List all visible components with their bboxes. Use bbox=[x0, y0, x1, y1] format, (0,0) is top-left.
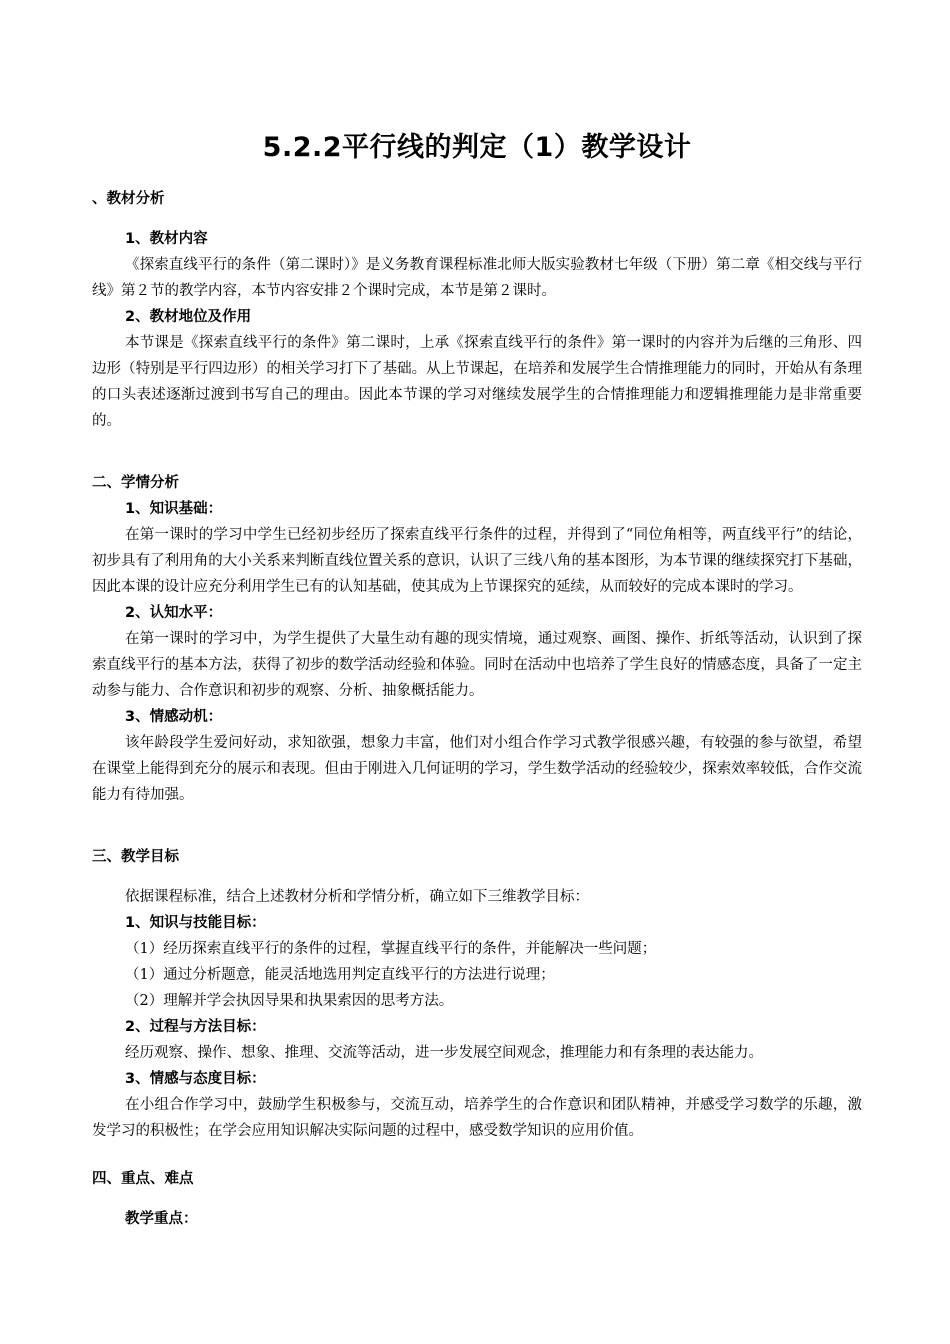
list-item-goal-1: （1）经历探索直线平行的条件的过程，掌握直线平行的条件，并能解决一些问题； bbox=[125, 941, 657, 957]
section-heading-teaching-goals: 三、教学目标 bbox=[92, 849, 179, 865]
subheading-teaching-focus: 教学重点： bbox=[125, 1211, 198, 1227]
subheading-process-methods: 2、过程与方法目标： bbox=[125, 1019, 266, 1035]
paragraph-emotion-attitude: 在小组合作学习中，鼓励学生积极参与，交流互动，培养学生的合作意识和团队精神，并感受学习数学的乐趣，激发学习的积极性；在学会应用知识解决实际问题的过程中，感受数学知识的应用价值。 bbox=[92, 1097, 862, 1139]
section-heading-student-analysis: 二、学情分析 bbox=[92, 475, 179, 491]
list-item-goal-2: （1）通过分析题意，能灵活地选用判定直线平行的方法进行说理； bbox=[125, 967, 555, 983]
section-heading-key-points: 四、重点、难点 bbox=[92, 1171, 194, 1187]
paragraph-process-methods: 经历观察、操作、想象、推理、交流等活动，进一步发展空间观念，推理能力和有条理的表达能力。 bbox=[125, 1045, 763, 1061]
paragraph-textbook-content: 《探索直线平行的条件（第二课时）》是义务教育课程标准北师大版实验教材七年级（下册）第二章《相交线与平行线》第２节的教学内容，本节内容安排２个课时完成，本节是第２课时。 bbox=[92, 257, 862, 299]
list-item-goal-3: （2）理解并学会执因导果和执果索因的思考方法。 bbox=[125, 993, 454, 1009]
document-title: 5.2.2平行线的判定（1）教学设计 bbox=[262, 132, 692, 163]
paragraph-cognitive-level: 在第一课时的学习中，为学生提供了大量生动有趣的现实情境，通过观察、画图、操作、折纸等活动，认识到了探索直线平行的基本方法，获得了初步的数学活动经验和体验。同时在活动中也培养了学生良好的情感态度，具备了一定主动参与能力、合作意识和初步的观察、分析、抽象概括能力。 bbox=[92, 631, 862, 699]
subheading-knowledge-skills: 1、知识与技能目标： bbox=[125, 915, 266, 931]
subheading-emotional-motivation: 3、情感动机： bbox=[125, 709, 223, 725]
subheading-emotion-attitude: 3、情感与态度目标： bbox=[125, 1071, 266, 1087]
document-page bbox=[92, 128, 862, 1232]
paragraph-textbook-role: 本节课是《探索直线平行的条件》第二课时，上承《探索直线平行的条件》第一课时的内容并为后继的三角形、四边形（特别是平行四边形）的相关学习打下了基础。从上节课起，在培养和发展学生合情推理能力的同时，开始从有条理的口头表述逐渐过渡到书写自己的理由。因此本节课的学习对继续发展学生的合情推理能力和逻辑推理能力是非常重要的。 bbox=[92, 335, 862, 429]
subheading-cognitive-level: 2、认知水平： bbox=[125, 605, 223, 621]
subheading-textbook-content: 1、教材内容 bbox=[125, 231, 208, 247]
subheading-textbook-role: 2、教材地位及作用 bbox=[125, 309, 252, 325]
subheading-knowledge-base: 1、知识基础： bbox=[125, 501, 223, 517]
paragraph-emotional-motivation: 该年龄段学生爱问好动，求知欲强，想象力丰富，他们对小组合作学习式教学很感兴趣，有较强的参与欲望，希望在课堂上能得到充分的展示和表现。但由于刚进入几何证明的学习，学生数学活动的经验较少，探索效率较低，合作交流能力有待加强。 bbox=[92, 735, 862, 803]
paragraph-knowledge-base: 在第一课时的学习中学生已经初步经历了探索直线平行条件的过程，并得到了“同位角相等，两直线平行”的结论，初步具有了利用角的大小关系来判断直线位置关系的意识，认识了三线八角的基本图形，为本节课的继续探究打下基础，因此本课的设计应充分利用学生已有的认知基础，使其成为上节课探究的延续，从而较好的完成本课时的学习。 bbox=[92, 527, 862, 595]
section-heading-textbook-analysis: 、教材分析 bbox=[92, 191, 165, 207]
paragraph-goals-intro: 依据课程标准，结合上述教材分析和学情分析，确立如下三维教学目标： bbox=[125, 889, 589, 905]
